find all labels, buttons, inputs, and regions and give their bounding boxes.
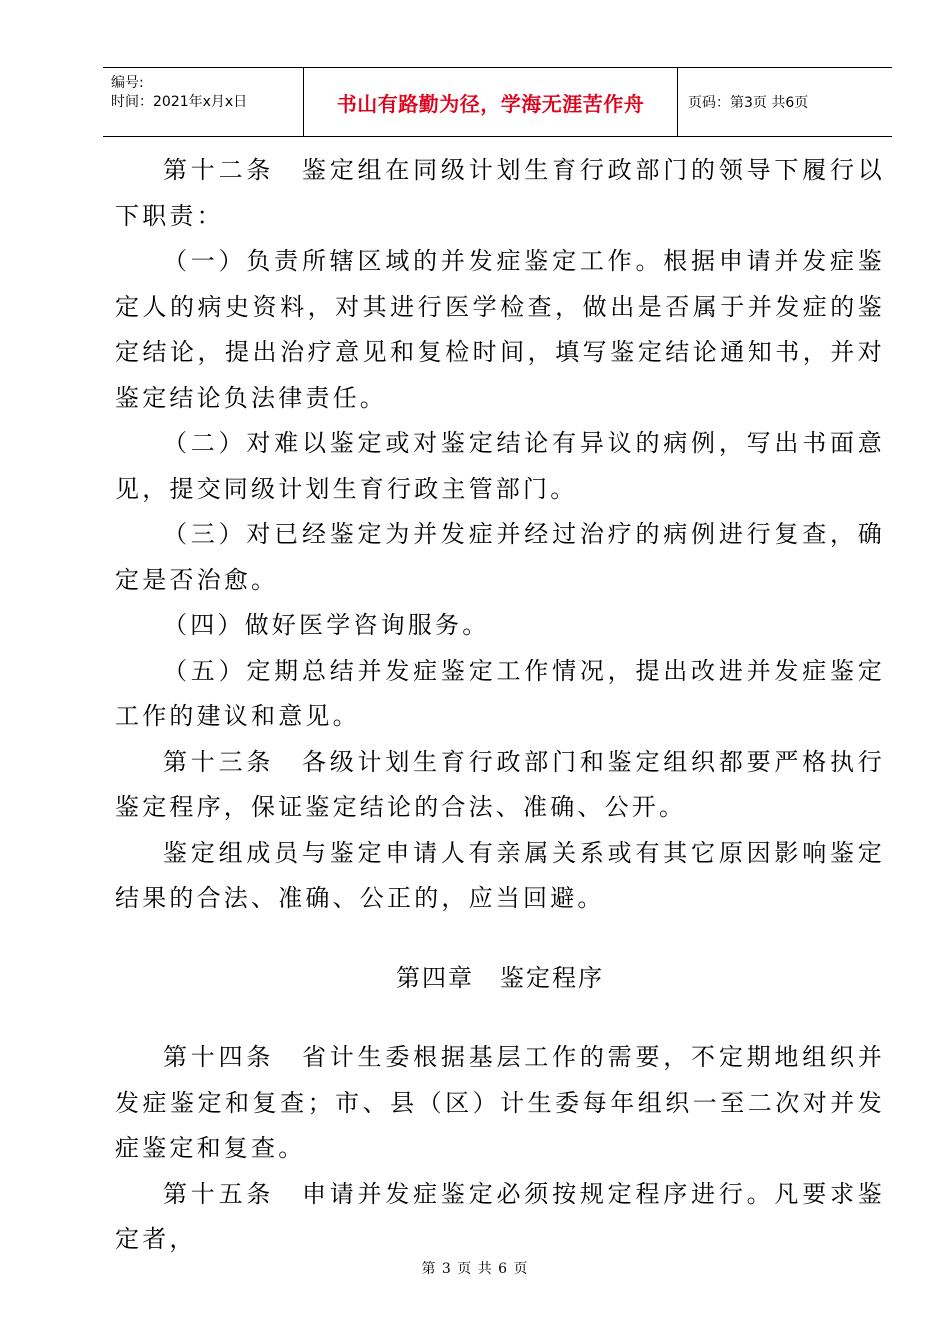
clause-1: （一）负责所辖区域的并发症鉴定工作。根据申请并发症鉴定人的病史资料，对其进行医学检查，做出是否属于并发症的鉴定结论，提出治疗意见和复检时间，填写鉴定结论通知书，并对鉴定结论负法律责任。 [115, 247, 885, 412]
document-body [115, 148, 885, 1263]
article-12: 第十二条 鉴定组在同级计划生育行政部门的领导下履行以下职责： [115, 156, 885, 230]
time-label: 时间：2021年x月x日 [111, 94, 248, 110]
document-header [103, 67, 892, 137]
page-footer: 第 3 页 共 6 页 [421, 1261, 529, 1277]
article-13-paragraph-2: 鉴定组成员与鉴定申请人有亲属关系或有其它原因影响鉴定结果的合法、准确、公正的，应当回避。 [115, 838, 885, 912]
clause-2: （二）对难以鉴定或对鉴定结论有异议的病例，写出书面意见，提交同级计划生育行政主管部门。 [115, 429, 885, 503]
motto-text: 书山有路勤为径，学海无涯苦作舟 [336, 91, 645, 116]
header-page-cell [678, 68, 892, 136]
header-motto-cell [304, 68, 678, 136]
serial-label: 编号: [111, 75, 144, 91]
clause-3: （三）对已经鉴定为并发症并经过治疗的病例进行复查，确定是否治愈。 [115, 520, 885, 594]
header-info-cell [103, 68, 304, 136]
chapter-title: 第四章 鉴定程序 [396, 963, 604, 992]
article-14: 第十四条 省计生委根据基层工作的需要，不定期地组织并发症鉴定和复查；市、县（区）计生委每年组织一至二次对并发症鉴定和复查。 [115, 1043, 885, 1162]
clause-5: （五）定期总结并发症鉴定工作情况，提出改进并发症鉴定工作的建议和意见。 [115, 656, 885, 730]
page-info: 页码：第3页 共6页 [688, 95, 809, 111]
article-15: 第十五条 申请并发症鉴定必须按规定程序进行。凡要求鉴定者， [115, 1179, 885, 1253]
article-13: 第十三条 各级计划生育行政部门和鉴定组织都要严格执行鉴定程序，保证鉴定结论的合法、准确、公开。 [115, 747, 885, 821]
clause-4: （四）做好医学咨询服务。 [163, 611, 490, 639]
